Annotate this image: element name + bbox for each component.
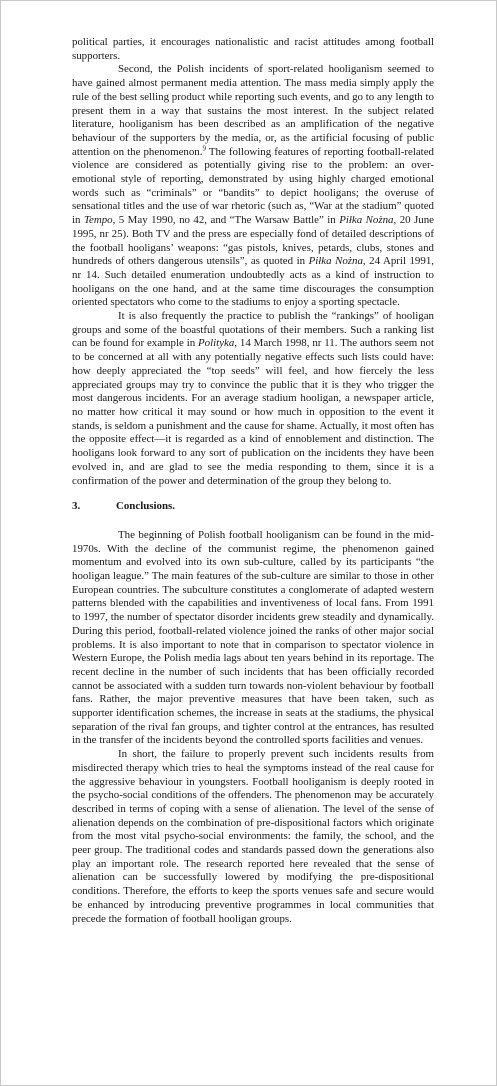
paragraph-media-attention (72, 63, 434, 310)
publication-title: Piłka Nożna (308, 255, 363, 268)
paragraph-text: The following features of reporting football-related violence are considered as potentially giving rise to the problem: an over-emotional style of reporting, demonstrated by using highly charged emotional words such as “criminals” or “bandits” to depict hooligans; the overuse of sensational titles and the use of war rhetoric (such as, “War at the stadium” quoted in (72, 145, 434, 227)
section-number: 3. (72, 500, 81, 513)
paragraph-conclusions-beginning: The beginning of Polish football hooliganism can be found in the mid-1970s. With the decline of the communist regime, the phenomenon gained momentum and evolved into its own sub-culture, called by its participants “the hooligan league.” The main features of the sub-culture are similar to those in other European countries. The subculture constitutes a conglomerate of adapted western patterns blended with the capabilities and inventiveness of local fans. From 1991 to 1997, the number of spectator disorder incidents grew steadily and dynamically. During this period, football-related violence joined the ranks of other major social problems. It is also important to note that in comparison to spectator violence in Western Europe, the Polish media lags about ten years behind in its reportage. The recent decline in the number of such incidents that has been officially recorded cannot be associated with a sudden turn towards non-violent behaviour by football fans. Rather, the major preventive measures that have been taken, such as supporter identification schemes, the increase in seats at the stadiums, the physical separation of the rival fan groups, and tighter control at the entrances, has resulted in the transfer of the incidents beyond the controlled sports facilities and venues. (72, 528, 434, 747)
paragraph-continued: political parties, it encourages nationalistic and racist attitudes among football supporters. (72, 36, 434, 62)
publication-title: Polityka (198, 337, 235, 350)
paragraph-rankings (72, 310, 434, 488)
paragraph-text: , 20 June 1995, nr 25). Both TV and the press are especially fond of detailed descriptions of the football hooligans’ weapons: “gas pistols, knives, petards, clubs, stones and hundreds of others dangerous utensils”, as quoted in (72, 214, 435, 268)
paragraph-conclusions-prevention: In short, the failure to properly prevent such incidents results from misdirected therapy which tries to heal the symptoms instead of the real cause for the aggressive behaviour in youngsters. Football hooliganism is deeply rooted in the psycho-social conditions of the offenders. The phenomenon may be accurately described in terms of coping with a sense of alienation. The level of the sense of alienation depends on the combination of pre-dispositional factors which originate from the most vital psycho-social environments: the family, the school, and the peer group. The traditional codes and standards passed down the generations also play an important role. The research reported here revealed that the sense of alienation can be successfully lowered by modifying the pre-dispositional conditions. Therefore, the efforts to keep the sports venues safe and secure would be enhanced by introducing preventive programmes in local communities that precede the formation of football hooligan groups. (72, 748, 434, 925)
section-title: Conclusions. (116, 500, 176, 513)
paragraph-text: , 14 March 1998, nr 11. The authors seem not to be concerned at all with any potentially negative effects such lists could have: how deeply appreciated the “top seeds” will feel, and how fiercely the less appreciated groups may try to convince the public that it is they who trigger the most dangerous incidents. For an average stadium hooligan, a newspaper article, no matter how critical it may sound or how much in opposition to the event it stands, is seldom a punishment and the cause for shame. Actually, it most often has the opposite effect—it is regarded as a kind of ennoblement and distinction. The hooligans look forward to any sort of publication on the incidents they have been evolved in, and are glad to see the media responding to them, since it is a confirmation of the power and determination of the group they belong to. (72, 337, 434, 487)
document-body (72, 36, 434, 926)
footnote-reference: 9 (202, 144, 206, 152)
paragraph-text: Second, the Polish incidents of sport-related hooliganism seemed to have gained almost permanent media attention. The mass media simply apply the rule of the best selling product while reporting such events, and go to any length to present them in a way that sustains the most interest. In the subject related literature, hooliganism has been described as an amplification of the negative behaviour of the supporters by the media, or, as the artificial focusing of public attention on the phenomenon. (72, 63, 434, 158)
section-heading (72, 500, 434, 514)
paragraph-text: , 24 April 1991, nr 14. Such detailed enumeration undoubtedly acts as a kind of instruction to hooligans on the one hand, and at the same time discourages the consumption oriented spectators who come to the stadiums to enjoy a sporting spectacle. (72, 255, 434, 309)
publication-title: Piłka Nożna (339, 214, 394, 227)
paragraph-text: It is also frequently the practice to publish the “rankings” of hooligan groups and some of the boastful quotations of their members. Such a ranking list can be found for example in (72, 310, 434, 350)
paragraph-text: , 5 May 1990, no 42, and “The Warsaw Battle” in (112, 214, 340, 227)
publication-title: Tempo (83, 214, 113, 227)
